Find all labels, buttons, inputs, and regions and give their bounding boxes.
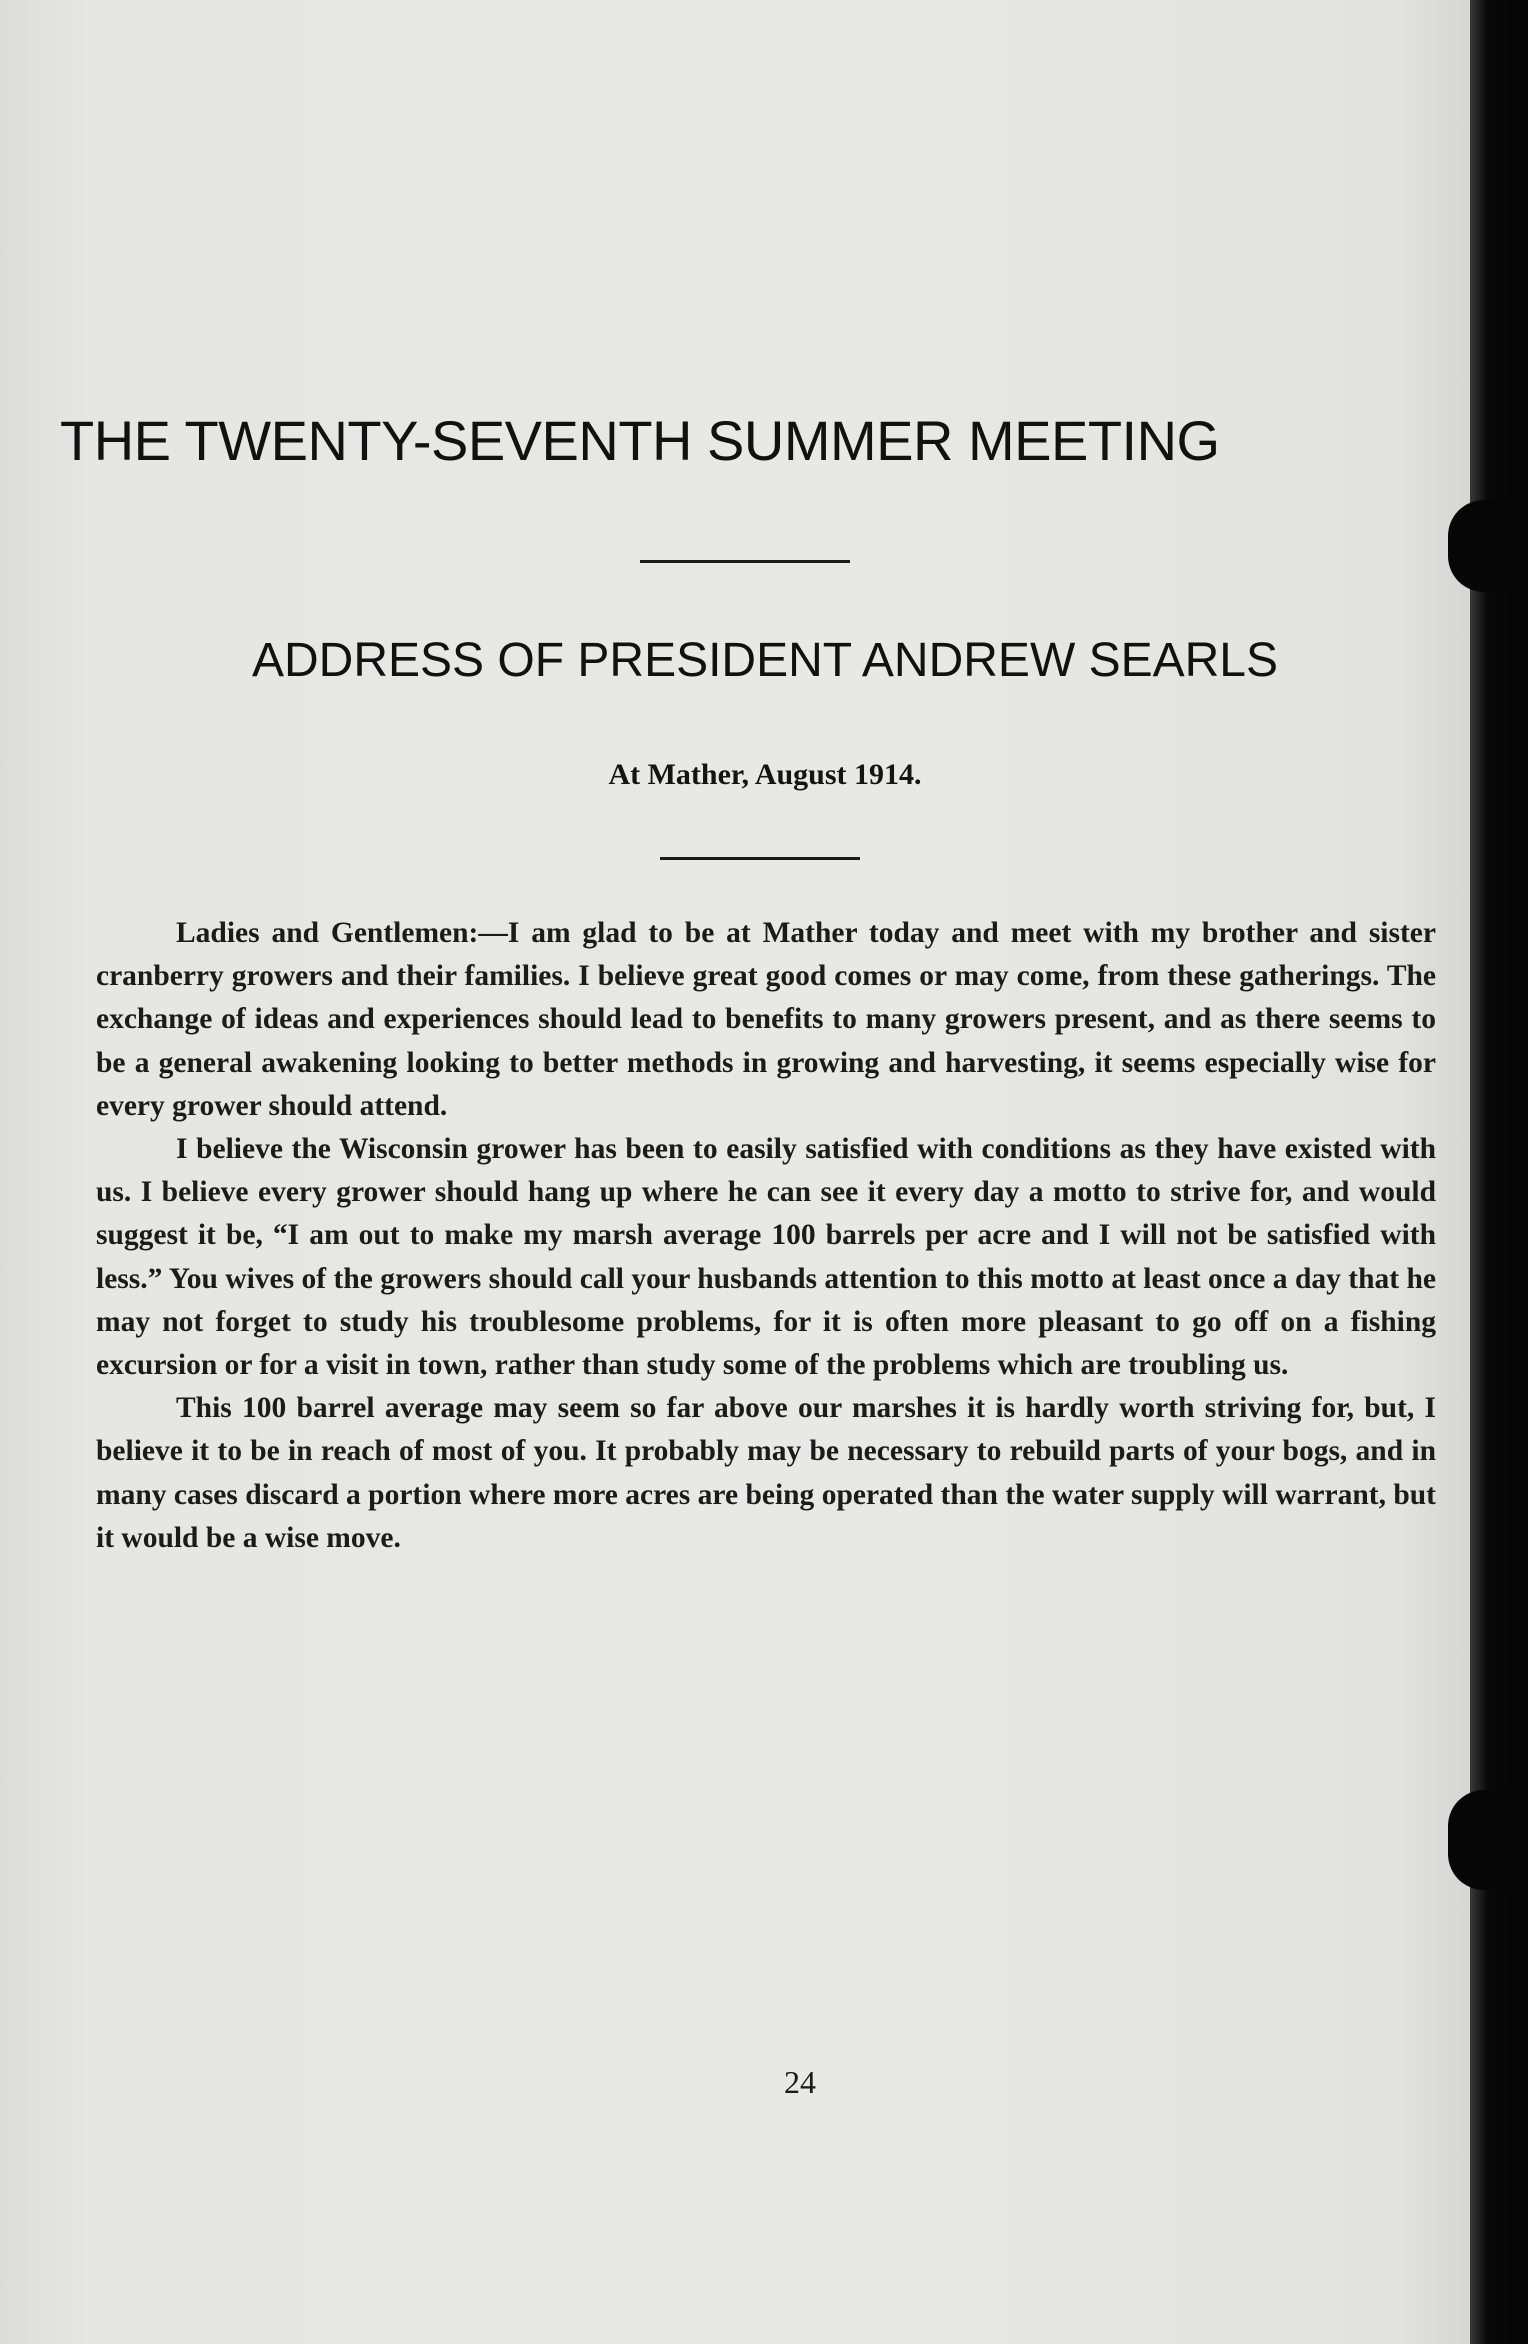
page-number: 24 xyxy=(784,2064,816,2100)
paragraph-2: I believe the Wisconsin grower has been to easily satisfied with conditions as they have existed with us. I believe every grower should hang up where he can see it every day a motto to strive for, and would suggest it be, “I am out to make my marsh average 100 barrels per acre and I will not be satisfied with less.” You wives of the growers should call your husbands attention to this motto at least once a day that he may not forget to study his troublesome problems, for it is often more pleasant to go off on a fishing excursion or for a visit in town, rather than study some of the problems which are troubling us. xyxy=(96,1133,1436,1382)
binding-clip-top xyxy=(1448,500,1528,592)
book-binding-edge xyxy=(1470,0,1528,2344)
section-divider xyxy=(660,857,860,860)
paragraph-1: Ladies and Gentlemen:—I am glad to be at Mather today and meet with my brother and sister cranberry growers and their families. I believe great good comes or may come, from these gatherings. The exchange of ideas and experiences should lead to benefits to many growers present, and as there seems to be a general awakening looking to better methods in growing and harvesting, it seems especially wise for every grower should attend. xyxy=(96,917,1436,1122)
dateline: At Mather, August 1914. xyxy=(608,758,922,791)
page-title: THE TWENTY-SEVENTH SUMMER MEETING xyxy=(60,409,1220,472)
paragraph-3: This 100 barrel average may seem so far above our marshes it is hardly worth striving for, but, I believe it to be in reach of most of you. It probably may be necessary to rebuild parts of your bogs, and in many cases discard a portion where more acres are being operated than the water supply will warrant, but it would be a wise move. xyxy=(96,1392,1436,1554)
binding-clip-bottom xyxy=(1448,1790,1528,1890)
title-divider xyxy=(640,560,850,563)
address-body xyxy=(96,912,1436,1560)
address-title: ADDRESS OF PRESIDENT ANDREW SEARLS xyxy=(252,634,1278,687)
